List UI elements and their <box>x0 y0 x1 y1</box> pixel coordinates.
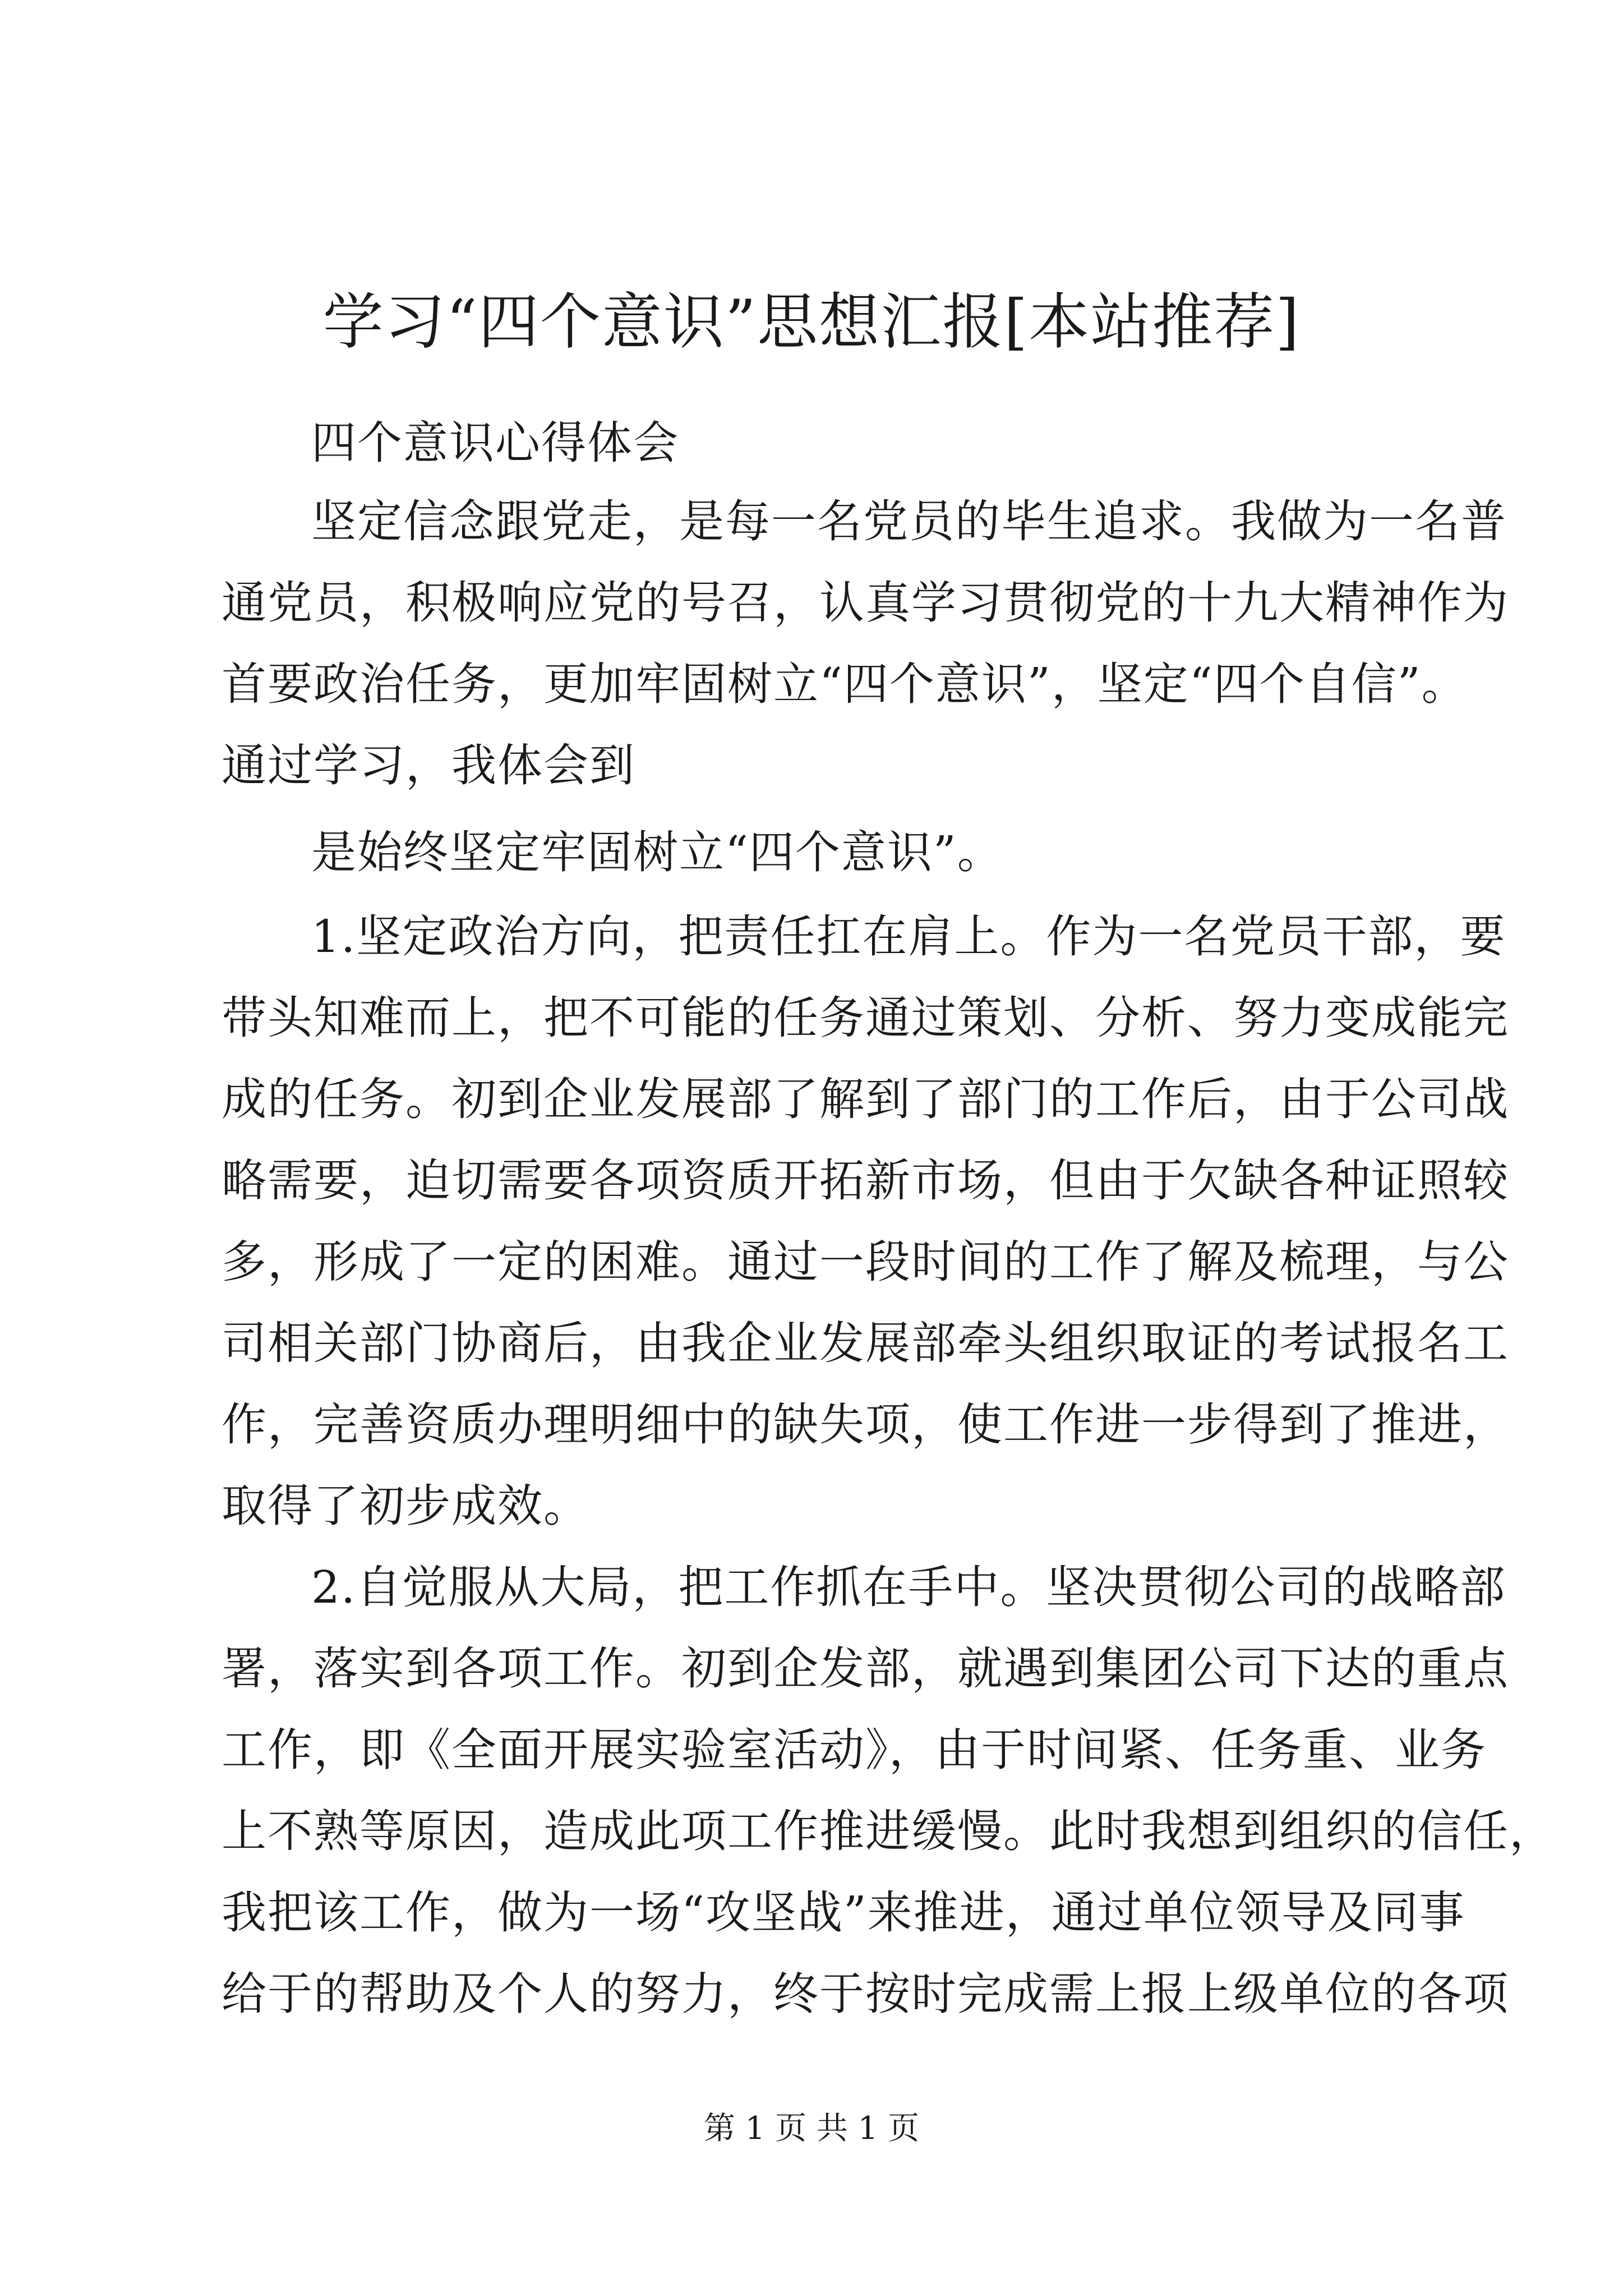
body-line: 略需要，迫切需要各项资质开拓新市场，但由于欠缺各种证照较 <box>222 1154 1509 1207</box>
body-line: 带头知难而上，把不可能的任务通过策划、分析、努力变成能完 <box>222 992 1509 1044</box>
page-footer: 第 1 页 共 1 页 <box>703 2110 920 2147</box>
body-line: 作，完善资质办理明细中的缺失项，使工作进一步得到了推进， <box>222 1398 1509 1451</box>
body-line: 署，落实到各项工作。初到企发部，就遇到集团公司下达的重点 <box>222 1642 1509 1695</box>
body-line: 坚定信念跟党走，是每一名党员的毕生追求。我做为一名普 <box>311 495 1507 547</box>
body-line: 工作，即《全面开展实验室活动》，由于时间紧、任务重、业务 <box>222 1724 1487 1776</box>
body-line: 首要政治任务，更加牢固树立“四个意识”，坚定“四个自信”。 <box>222 658 1468 710</box>
body-line: 多，形成了一定的困难。通过一段时间的工作了解及梳理，与公 <box>222 1236 1509 1288</box>
body-line: 通过学习，我体会到 <box>222 739 635 792</box>
body-line: 司相关部门协商后，由我企业发展部牵头组织取证的考试报名工 <box>222 1317 1509 1369</box>
document-title: 学习“四个意识”思想汇报[本站推荐] <box>322 287 1301 357</box>
body-line: 1.坚定政治方向，把责任扛在肩上。作为一名党员干部，要 <box>311 910 1506 963</box>
body-line: 成的任务。初到企业发展部了解到了部门的工作后，由于公司战 <box>222 1073 1509 1125</box>
body-line: 是始终坚定牢固树立“四个意识”。 <box>311 826 1003 878</box>
body-line: 取得了初步成效。 <box>222 1480 589 1532</box>
body-line: 上不熟等原因，造成此项工作推进缓慢。此时我想到组织的信任， <box>222 1805 1555 1857</box>
body-line: 给于的帮助及个人的努力，终于按时完成需上报上级单位的各项 <box>222 1968 1509 2020</box>
body-line: 我把该工作，做为一场“攻坚战”来推进，通过单位领导及同事 <box>222 1887 1465 1939</box>
body-line: 2.自觉服从大局，把工作抓在手中。坚决贯彻公司的战略部 <box>311 1561 1506 1613</box>
body-line: 通党员，积极响应党的号召，认真学习贯彻党的十九大精神作为 <box>222 577 1509 629</box>
body-line: 四个意识心得体会 <box>311 417 679 469</box>
